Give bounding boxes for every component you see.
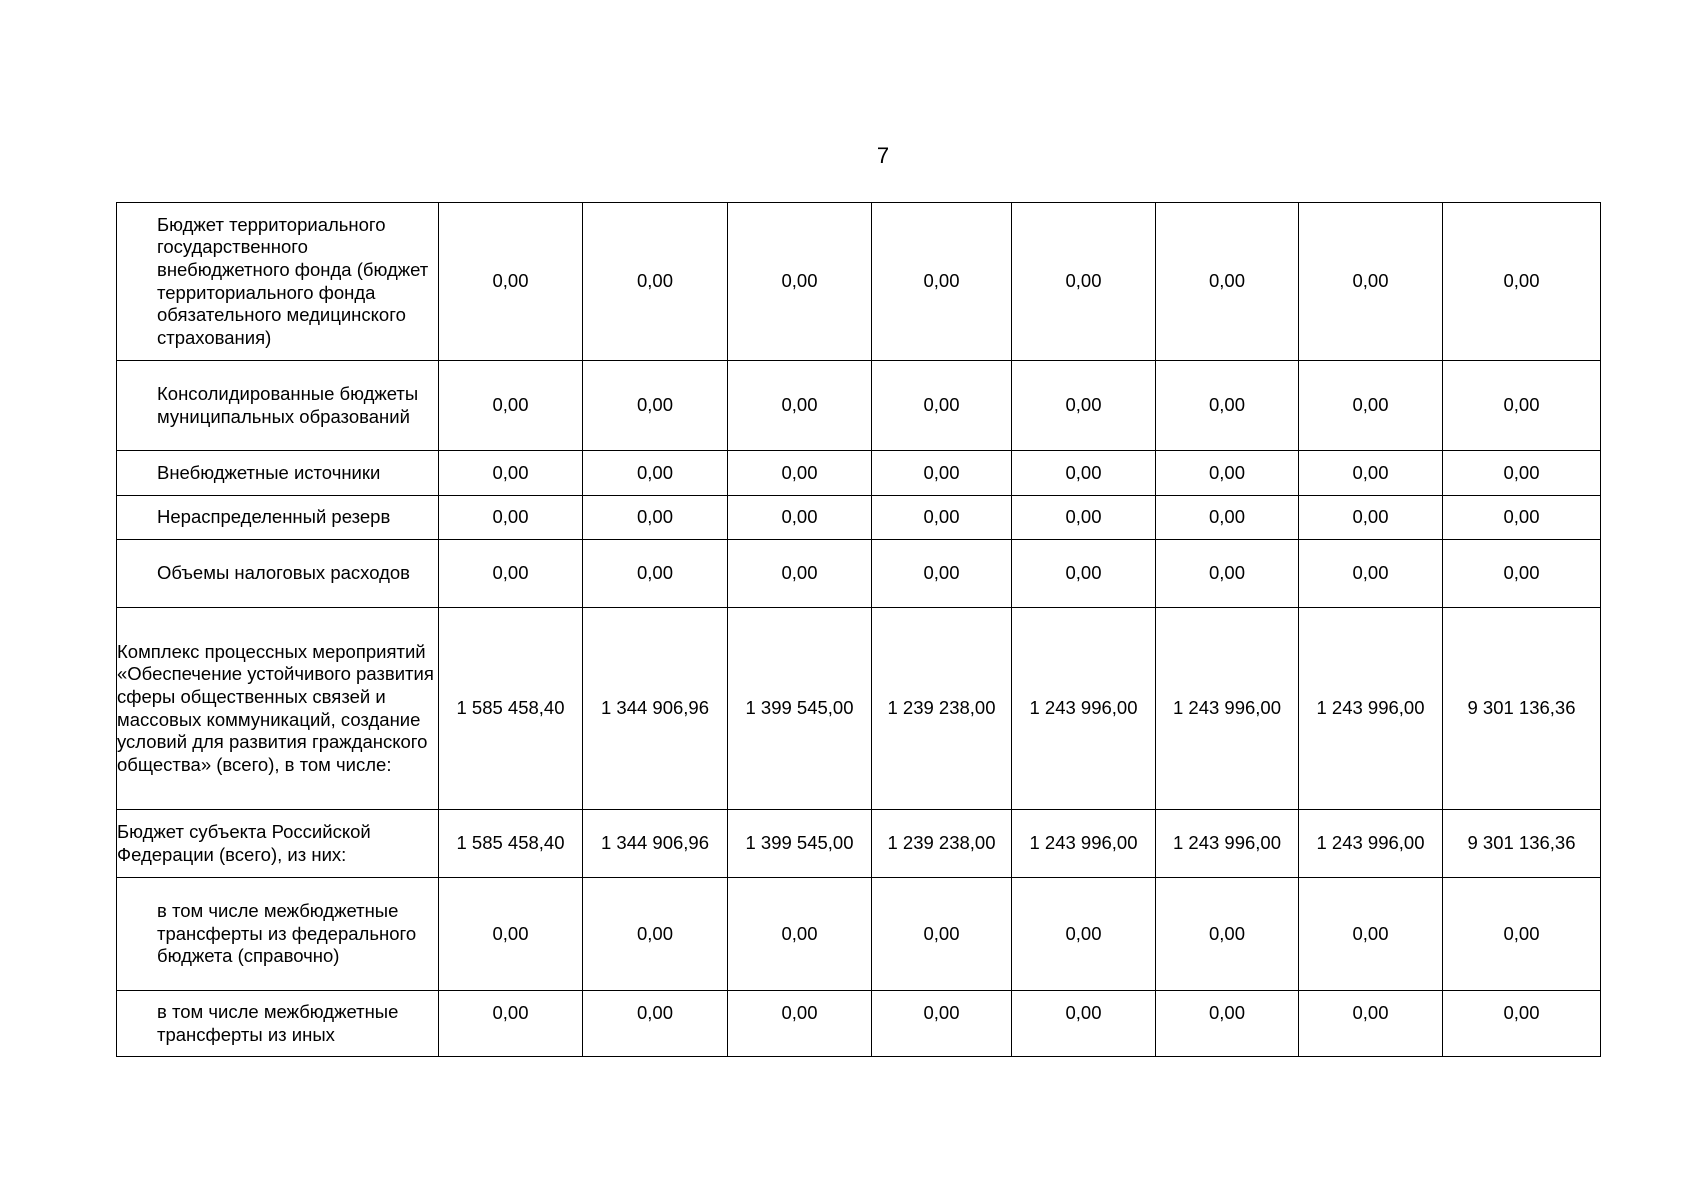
value-cell: 0,00 [1299,496,1443,540]
table-row [117,203,1601,361]
value-cell: 0,00 [1156,451,1299,496]
value-cell: 0,00 [1299,878,1443,991]
value-cell: 0,00 [439,991,583,1057]
row-label: Бюджет территориального государственного внебюджетного фонда (бюджет территориального фонда обязательного медицинского страхования) [117,203,439,361]
value-cell: 0,00 [1443,496,1601,540]
row-label: в том числе межбюджетные трансферты из федерального бюджета (справочно) [117,878,439,991]
value-cell: 0,00 [872,991,1012,1057]
value-cell: 1 585 458,40 [439,810,583,878]
value-cell: 0,00 [583,451,728,496]
value-cell: 1 243 996,00 [1156,810,1299,878]
table-row [117,496,1601,540]
value-cell: 0,00 [1156,361,1299,451]
value-cell: 0,00 [1156,878,1299,991]
value-cell: 0,00 [583,361,728,451]
value-cell: 0,00 [1443,451,1601,496]
value-cell: 0,00 [1443,878,1601,991]
value-cell: 0,00 [1443,203,1601,361]
value-cell: 0,00 [1443,540,1601,608]
row-label: Бюджет субъекта Российской Федерации (всего), из них: [117,810,439,878]
value-cell: 0,00 [583,203,728,361]
value-cell: 0,00 [1299,991,1443,1057]
row-label: Нераспределенный резерв [117,496,439,540]
value-cell: 0,00 [728,991,872,1057]
value-cell: 0,00 [439,540,583,608]
value-cell: 0,00 [872,496,1012,540]
value-cell: 0,00 [1012,451,1156,496]
value-cell: 0,00 [439,496,583,540]
table-row [117,991,1601,1057]
value-cell: 9 301 136,36 [1443,608,1601,810]
row-label: Комплекс процессных мероприятий «Обеспечение устойчивого развития сферы общественных связей и массовых коммуникаций, создание условий для развития гражданского общества» (всего), в том числе: [117,608,439,810]
value-cell: 0,00 [1012,496,1156,540]
row-label: Объемы налоговых расходов [117,540,439,608]
value-cell: 0,00 [1299,361,1443,451]
value-cell: 0,00 [1012,878,1156,991]
value-cell: 0,00 [1156,203,1299,361]
value-cell: 1 399 545,00 [728,608,872,810]
value-cell: 1 344 906,96 [583,810,728,878]
value-cell: 0,00 [728,540,872,608]
value-cell: 0,00 [728,203,872,361]
value-cell: 0,00 [439,878,583,991]
value-cell: 1 585 458,40 [439,608,583,810]
value-cell: 1 243 996,00 [1299,810,1443,878]
value-cell: 1 243 996,00 [1012,608,1156,810]
value-cell: 0,00 [583,878,728,991]
value-cell: 0,00 [439,203,583,361]
value-cell: 0,00 [1012,203,1156,361]
page-number: 7 [876,143,890,168]
value-cell: 0,00 [583,540,728,608]
table-row [117,608,1601,810]
value-cell: 0,00 [1299,540,1443,608]
value-cell: 0,00 [872,203,1012,361]
value-cell: 1 243 996,00 [1012,810,1156,878]
value-cell: 0,00 [439,451,583,496]
value-cell: 0,00 [439,361,583,451]
row-label: в том числе межбюджетные трансферты из иных [117,991,439,1057]
value-cell: 1 344 906,96 [583,608,728,810]
value-cell: 0,00 [728,878,872,991]
value-cell: 0,00 [1012,361,1156,451]
table-row [117,540,1601,608]
value-cell: 0,00 [728,451,872,496]
row-label: Внебюджетные источники [117,451,439,496]
value-cell: 0,00 [1012,991,1156,1057]
value-cell: 0,00 [728,496,872,540]
value-cell: 0,00 [583,496,728,540]
value-cell: 1 399 545,00 [728,810,872,878]
table-row [117,810,1601,878]
funding-table [116,202,1601,1057]
value-cell: 0,00 [1299,451,1443,496]
value-cell: 9 301 136,36 [1443,810,1601,878]
value-cell: 0,00 [1156,540,1299,608]
value-cell: 0,00 [1156,496,1299,540]
value-cell: 0,00 [872,878,1012,991]
value-cell: 0,00 [728,361,872,451]
value-cell: 1 243 996,00 [1156,608,1299,810]
value-cell: 0,00 [583,991,728,1057]
table-row [117,361,1601,451]
value-cell: 0,00 [1299,203,1443,361]
value-cell: 1 239 238,00 [872,810,1012,878]
table-row [117,878,1601,991]
value-cell: 0,00 [1443,991,1601,1057]
row-label: Консолидированные бюджеты муниципальных образований [117,361,439,451]
value-cell: 1 239 238,00 [872,608,1012,810]
value-cell: 0,00 [1156,991,1299,1057]
table-row [117,451,1601,496]
value-cell: 0,00 [872,451,1012,496]
value-cell: 1 243 996,00 [1299,608,1443,810]
value-cell: 0,00 [872,361,1012,451]
value-cell: 0,00 [1443,361,1601,451]
value-cell: 0,00 [872,540,1012,608]
value-cell: 0,00 [1012,540,1156,608]
